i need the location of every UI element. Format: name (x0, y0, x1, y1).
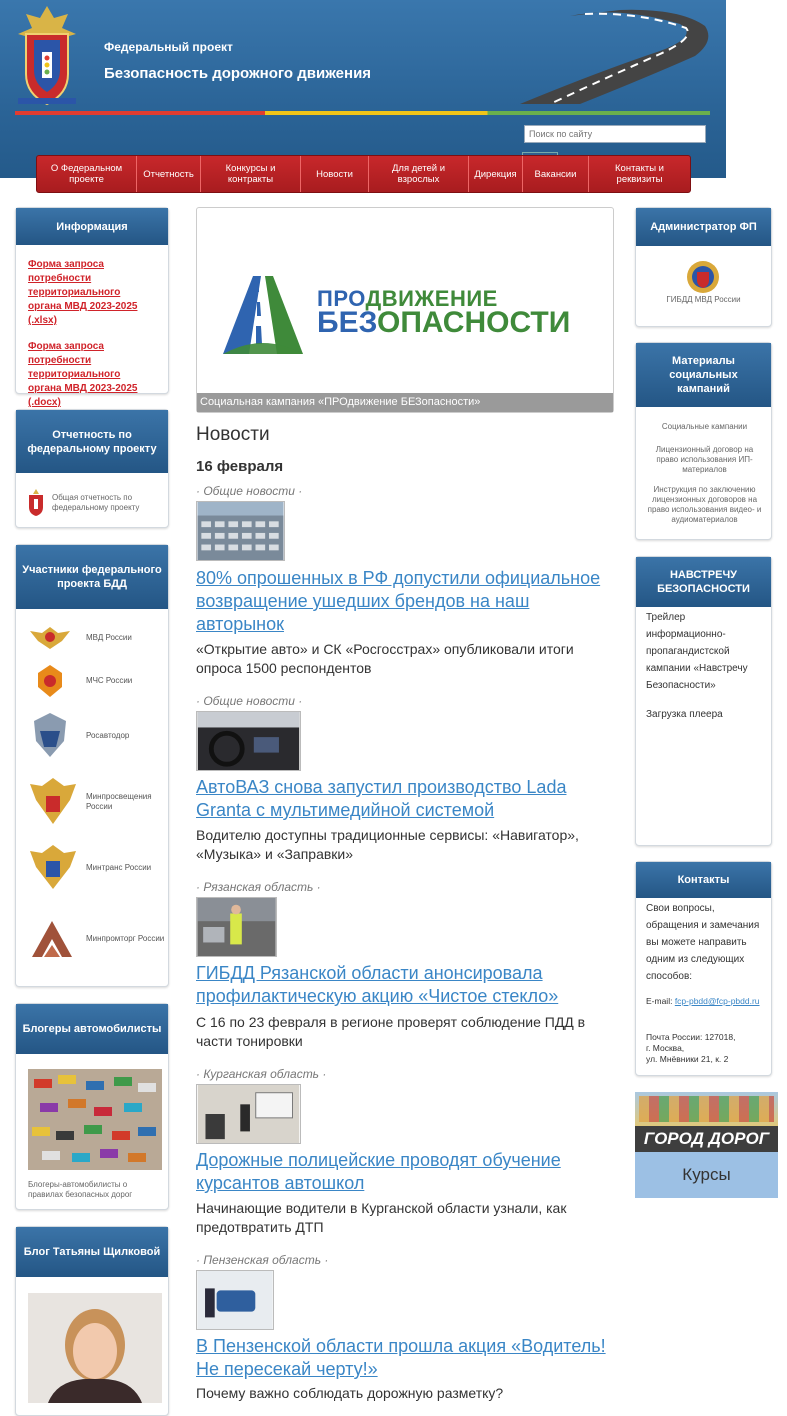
gorod-dorog-courses: Курсы (635, 1152, 778, 1198)
gibdd-emblem-icon[interactable] (686, 260, 720, 294)
news-lead: Начинающие водители в Курганской области узнали, как предотвратить ДТП (196, 1200, 567, 1235)
post-address-line2: г. Москва, (646, 1043, 685, 1053)
news-category[interactable]: · Общие новости · (196, 484, 303, 498)
news-title-link[interactable]: Дорожные полицейские проводят обучение курсантов автошкол (196, 1150, 561, 1193)
mvd-eagle-icon (28, 623, 72, 653)
nav-item-news[interactable]: Новости (301, 156, 369, 192)
header-subtitle: Федеральный проект (104, 40, 233, 54)
news-title-link[interactable]: В Пензенской области прошла акция «Водитель! Не пересекай черту!» (196, 1336, 606, 1379)
participant-minprosvet[interactable]: Минпросвещения России (28, 774, 168, 830)
admin-box (635, 207, 772, 327)
report-box-title: Отчетность по федеральному проекту (16, 410, 168, 473)
nav-item-reports[interactable]: Отчетность (137, 156, 201, 192)
news-heading: Новости (196, 424, 270, 445)
site-header (0, 0, 726, 178)
participant-minpromtorg[interactable]: Минпромторг России (28, 919, 164, 959)
admin-box-title: Администратор ФП (636, 208, 771, 246)
mchs-emblem-icon (28, 663, 72, 699)
news-thumb-classroom[interactable] (196, 1084, 301, 1144)
news-category[interactable]: · Общие новости · (196, 694, 303, 708)
search-input[interactable] (524, 125, 706, 143)
news-lead: Водителю доступны традиционные сервисы: «Навигатор», «Музыка» и «Заправки» (196, 827, 579, 862)
nav-item-directorate[interactable]: Дирекция (469, 156, 523, 192)
report-link[interactable]: Общая отчетность по федеральному проекту (52, 493, 140, 512)
news-title-link[interactable]: АвтоВАЗ снова запустил производство Lada Granta с мультимедийной системой (196, 777, 567, 820)
nav-item-vacancies[interactable]: Вакансии (523, 156, 589, 192)
email-label: E-mail: (646, 996, 675, 1006)
campaign-road-logo (223, 272, 303, 356)
news-title-link[interactable]: 80% опрошенных в РФ допустили официальное возвращение ушедших брендов на наш авторынок (196, 568, 601, 634)
contacts-box-title: Контакты (636, 862, 771, 898)
gorod-dorog-title: ГОРОД ДОРОГ (635, 1126, 778, 1152)
news-category[interactable]: · Рязанская область · (196, 880, 321, 894)
banner-logo-pro: ПРО (317, 286, 366, 311)
mvd-emblem-logo[interactable] (14, 4, 80, 108)
materials-item[interactable]: Инструкция по заключению лицензионных договоров на право использования видео- и аудиоматериалов (647, 485, 762, 524)
nav-item-contests[interactable]: Конкурсы и контракты (201, 156, 301, 192)
participants-box (15, 544, 169, 987)
contacts-box (635, 861, 772, 1076)
materials-box (635, 342, 772, 540)
mintrans-eagle-icon (28, 841, 78, 895)
materials-item[interactable]: Социальные кампании (661, 422, 748, 431)
post-address-line1: Почта России: 127018, (646, 1032, 736, 1042)
campaign-banner[interactable] (196, 207, 614, 413)
news-lead: «Открытие авто» и СК «Росгосстрах» опубликовали итоги опроса 1500 респондентов (196, 641, 574, 676)
tricolor-stripe (15, 111, 710, 115)
toward-safety-text: Трейлер информационно-пропагандистской кампании «Навстречу Безопасности» (646, 612, 748, 691)
main-nav (36, 155, 691, 193)
info-box-title: Информация (16, 208, 168, 245)
banner-logo-dvizhenie: ДВИЖЕНИЕ (365, 286, 498, 311)
report-box (15, 409, 169, 528)
banner-caption[interactable]: Социальная кампания «ПРОдвижение БЕЗопасности» (197, 393, 613, 412)
banner-logo-opasnosti: ОПАСНОСТИ (376, 306, 571, 339)
bloggers-box-title: Блогеры автомобилисты (16, 1004, 168, 1054)
news-thumb-parking[interactable] (196, 501, 285, 561)
xlsx-form-link[interactable]: Форма запроса потребности территориального органа МВД 2023-2025 (.xlsx) (28, 259, 138, 326)
news-thumb-police[interactable] (196, 897, 277, 957)
docx-form-link[interactable]: Форма запроса потребности территориального органа МВД 2023-2025 (.docx) (28, 341, 138, 408)
participant-mvd[interactable]: МВД России (28, 623, 132, 653)
header-title: Безопасность дорожного движения (104, 65, 372, 82)
minprosvet-eagle-icon (28, 774, 78, 830)
player-loading[interactable]: Загрузка плеера (646, 709, 723, 720)
news-thumb-road-action[interactable] (196, 1270, 274, 1330)
toward-safety-box (635, 556, 772, 846)
banner-logo-bez: БЕЗ (317, 306, 377, 339)
news-lead: С 16 по 23 февраля в регионе проверят соблюдение ПДД в части тонировки (196, 1014, 586, 1049)
blogger-portrait-image[interactable] (28, 1293, 162, 1403)
admin-item[interactable]: ГИБДД МВД России (666, 295, 741, 304)
nav-item-contacts[interactable]: Контакты и реквизиты (615, 163, 664, 185)
news-category[interactable]: · Курганская область · (196, 1067, 327, 1081)
toward-safety-box-title: НАВСТРЕЧУ БЕЗОПАСНОСТИ (636, 557, 771, 607)
blog-box-title: Блог Татьяны Щилковой (16, 1227, 168, 1277)
news-lead: Почему важно соблюдать дорожную разметку? (196, 1385, 504, 1401)
materials-box-title: Материалы социальных кампаний (636, 343, 771, 407)
email-link[interactable]: fcp-pbdd@fcp-pbdd.ru (674, 996, 760, 1006)
contacts-text: Свои вопросы, обращения и замечания вы можете направить одним из следующих способов: (646, 903, 760, 982)
news-date: 16 февраля (196, 458, 284, 475)
participants-box-title: Участники федерального проекта БДД (16, 545, 168, 609)
news-category[interactable]: · Пензенская область · (196, 1253, 329, 1267)
bloggers-caption[interactable]: Блогеры-автомобилисты о правилах безопасных дорог (28, 1180, 133, 1199)
report-emblem-icon (26, 489, 46, 517)
materials-item[interactable]: Лицензионный договор на право использования ИП-материалов (655, 445, 754, 474)
participant-mchs[interactable]: МЧС России (28, 663, 132, 699)
toy-cars-image[interactable] (28, 1069, 162, 1170)
road-illustration (510, 6, 710, 106)
post-address-line3: ул. Мнёвники 21, к. 2 (646, 1054, 729, 1064)
participant-rosavtodor[interactable]: Росавтодор (28, 711, 129, 761)
info-box (15, 207, 169, 408)
gorod-dorog-banner[interactable] (635, 1092, 778, 1198)
participant-mintrans[interactable]: Минтранс России (28, 841, 151, 895)
rosavtodor-emblem-icon (28, 711, 72, 761)
nav-item-kids-adults[interactable]: Для детей и взрослых (369, 156, 469, 192)
news-thumb-car-interior[interactable] (196, 711, 301, 771)
bloggers-box (15, 1003, 169, 1210)
blog-box (15, 1226, 169, 1416)
news-title-link[interactable]: ГИБДД Рязанской области анонсировала профилактическую акцию «Чистое стекло» (196, 963, 559, 1006)
minpromtorg-logo-icon (28, 919, 76, 959)
nav-item-about[interactable]: О Федеральном проекте (37, 156, 137, 192)
